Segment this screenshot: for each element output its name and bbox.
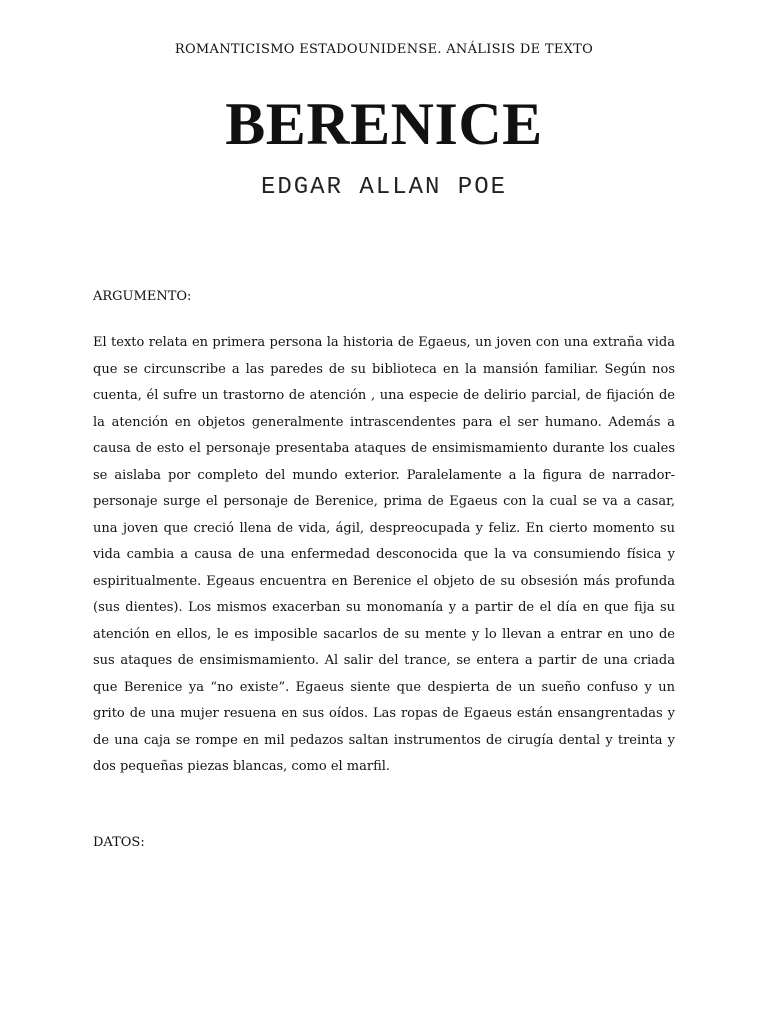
section-heading-datos: DATOS: <box>93 835 145 850</box>
document-title: BERENICE <box>225 91 543 157</box>
section-heading-argumento: ARGUMENTO: <box>93 289 192 304</box>
argumento-paragraph: El texto relata en primera persona la historia de Egaeus, un joven con una extraña vida que se circunscribe a las paredes de su biblioteca en la mansión familiar. Según nos cuenta, él sufre un trastorno de atención , una especie de delirio parcial, de fijación de la atención en objetos generalmente intrascendentes para el ser humano. Además a causa de esto el personaje presentaba ataques de ensimismamiento durante los cuales se aislaba por completo del mundo exterior. Paralelamente a la figura de narrador-personaje surge el personaje de Berenice, prima de Egaeus con la cual se va a casar, una joven que creció llena de vida, ágil, despreocupada y feliz. En cierto momento su vida cambia a causa de una enfermedad desconocida que la va consumiendo física y espiritualmente. Egeaus encuentra en Berenice el objeto de su obsesión más profunda (sus dientes). Los mismos exacerban su monomanía y a partir de el día en que fija su atención en ellos, le es imposible sacarlos de su mente y lo llevan a entrar en uno de sus ataques de ensimismamiento. Al salir del trance, se entera a partir de una criada que Berenice ya “no existe”. Egaeus siente que despierta de un sueño confuso y un grito de una mujer resuena en sus oídos. Las ropas de Egaeus están ensangrentadas y de una caja se rompe en mil pedazos saltan instrumentos de cirugía dental y treinta y dos pequeñas piezas blancas, como el marfil. <box>93 335 675 774</box>
page-header: ROMANTICISMO ESTADOUNIDENSE. ANÁLISIS DE TEXTO <box>174 42 594 57</box>
document-author: EDGAR ALLAN POE <box>260 174 508 201</box>
